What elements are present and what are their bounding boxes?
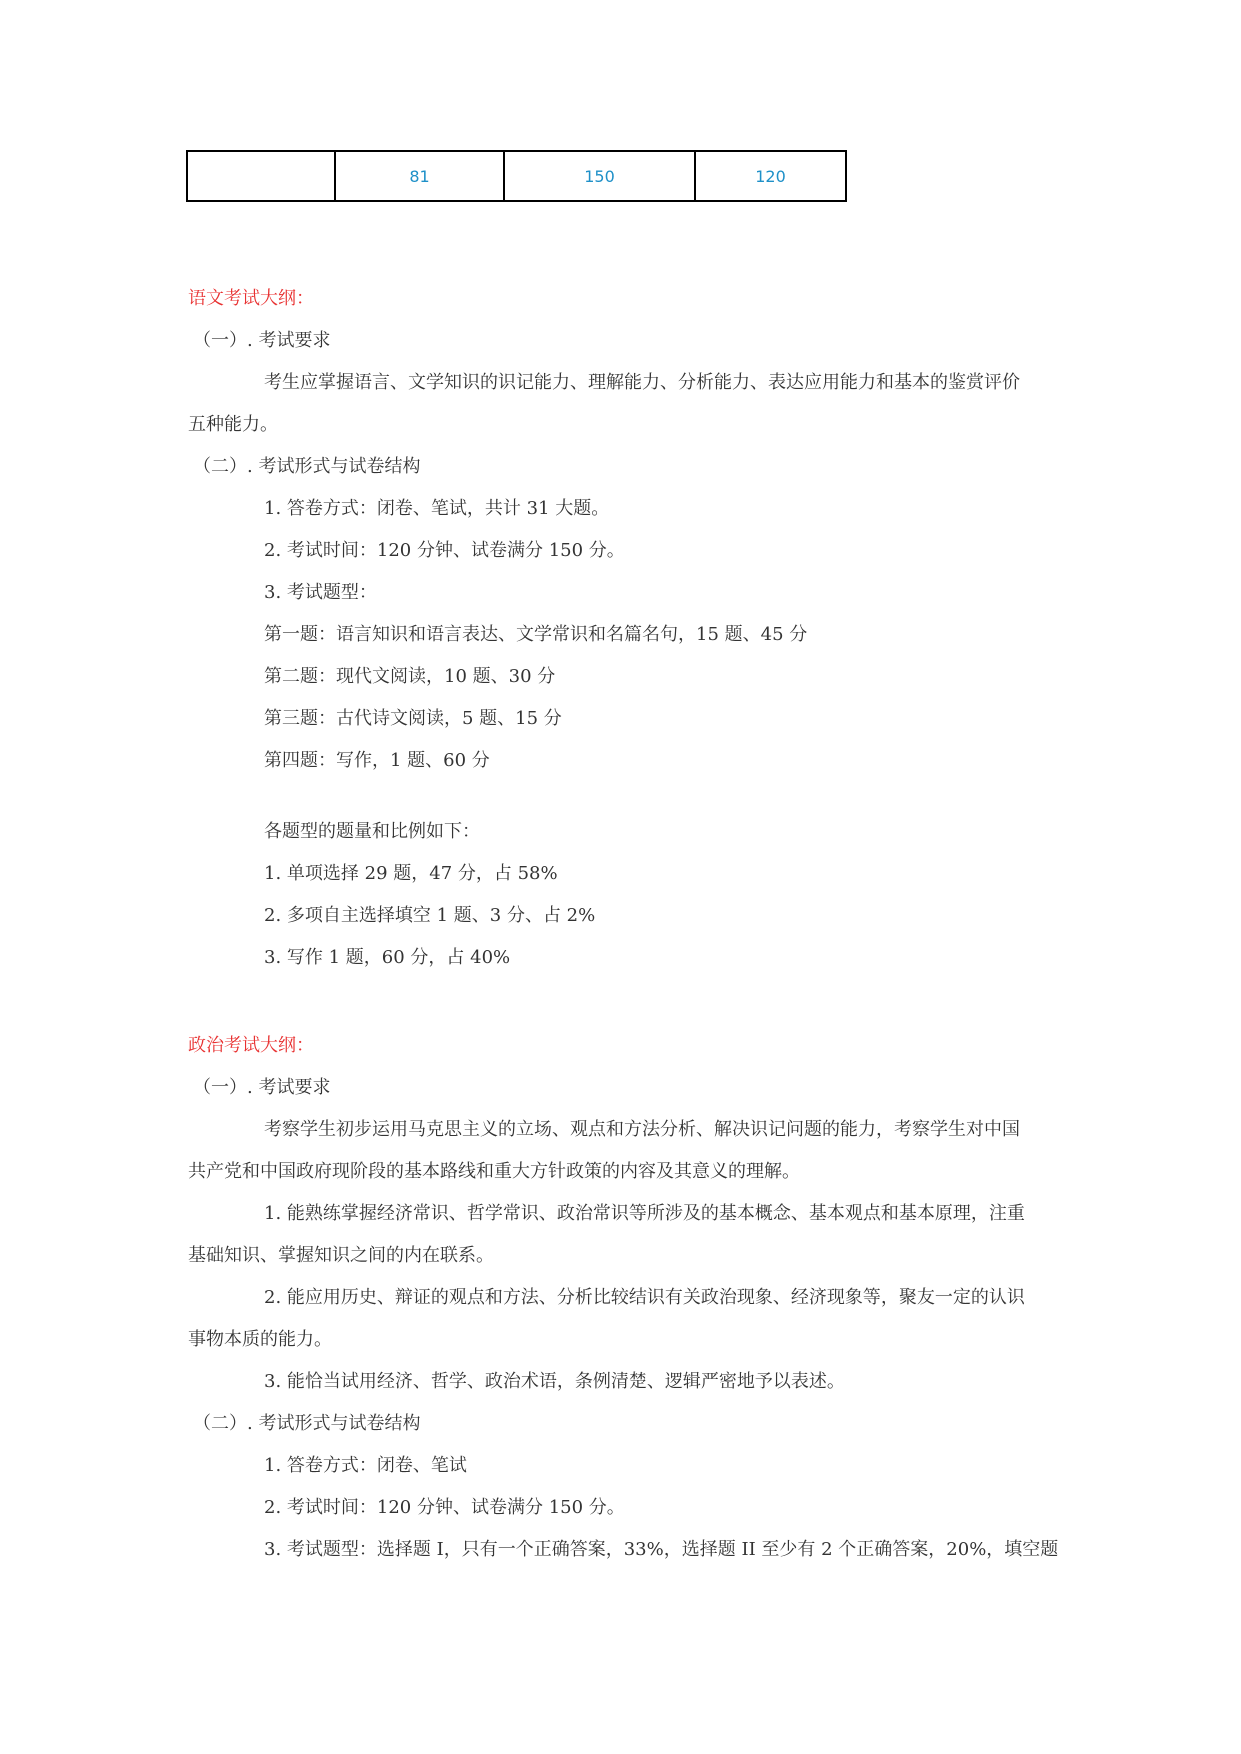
politics-heading: 政治考试大纲：: [188, 1035, 314, 1056]
list-item: 1. 答卷方式：闭卷、笔试，共计 31 大题。: [264, 498, 610, 519]
ratio-title: 各题型的题量和比例如下：: [264, 821, 480, 842]
list-item: 1. 单项选择 29 题，47 分，占 58%: [264, 863, 558, 884]
politics-section-requirements: （一）. 考试要求: [193, 1077, 331, 1098]
list-item: 3. 考试题型：: [264, 582, 377, 603]
politics-paragraph: 考察学生初步运用马克思主义的立场、观点和方法分析、解决识记问题的能力，考察学生对中国: [264, 1119, 1020, 1140]
chinese-section-requirements: （一）. 考试要求: [193, 330, 331, 351]
list-item: 第一题：语言知识和语言表达、文学常识和名篇名句，15 题、45 分: [264, 624, 808, 645]
list-item: 2. 多项自主选择填空 1 题、3 分、占 2%: [264, 905, 596, 926]
list-item: 2. 考试时间：120 分钟、试卷满分 150 分。: [264, 540, 625, 561]
table-cell: 120: [695, 151, 846, 201]
politics-paragraph: 1. 能熟练掌握经济常识、哲学常识、政治常识等所涉及的基本概念、基本观点和基本原理，注重: [264, 1203, 1025, 1224]
table-cell: [187, 151, 335, 201]
list-item: 2. 考试时间：120 分钟、试卷满分 150 分。: [264, 1497, 625, 1518]
list-item: 第三题：古代诗文阅读，5 题、15 分: [264, 708, 562, 729]
politics-paragraph-cont: 共产党和中国政府现阶段的基本路线和重大方针政策的内容及其意义的理解。: [188, 1161, 800, 1182]
table-cell: 81: [335, 151, 504, 201]
chinese-section-structure: （二）. 考试形式与试卷结构: [193, 456, 421, 477]
list-item: 第二题：现代文阅读，10 题、30 分: [264, 666, 556, 687]
score-table: [186, 150, 847, 202]
politics-paragraph: 3. 能恰当试用经济、哲学、政治术语，条例清楚、逻辑严密地予以表述。: [264, 1371, 845, 1392]
list-item: 第四题：写作，1 题、60 分: [264, 750, 490, 771]
politics-paragraph-cont: 基础知识、掌握知识之间的内在联系。: [188, 1245, 494, 1266]
politics-paragraph-cont: 事物本质的能力。: [188, 1329, 332, 1350]
politics-section-structure: （二）. 考试形式与试卷结构: [193, 1413, 421, 1434]
list-item: 1. 答卷方式：闭卷、笔试: [264, 1455, 467, 1476]
list-item: 3. 考试题型：选择题 I，只有一个正确答案，33%，选择题 II 至少有 2 个正确答案，20%，填空题: [264, 1539, 1059, 1560]
list-item: 3. 写作 1 题，60 分，占 40%: [264, 947, 511, 968]
chinese-heading: 语文考试大纲：: [188, 288, 314, 309]
chinese-paragraph: 考生应掌握语言、文学知识的识记能力、理解能力、分析能力、表达应用能力和基本的鉴赏评价: [264, 372, 1020, 393]
politics-paragraph: 2. 能应用历史、辩证的观点和方法、分析比较结识有关政治现象、经济现象等，聚友一定的认识: [264, 1287, 1025, 1308]
chinese-paragraph-cont: 五种能力。: [188, 414, 278, 435]
table-row: [187, 151, 846, 201]
table-cell: 150: [504, 151, 695, 201]
